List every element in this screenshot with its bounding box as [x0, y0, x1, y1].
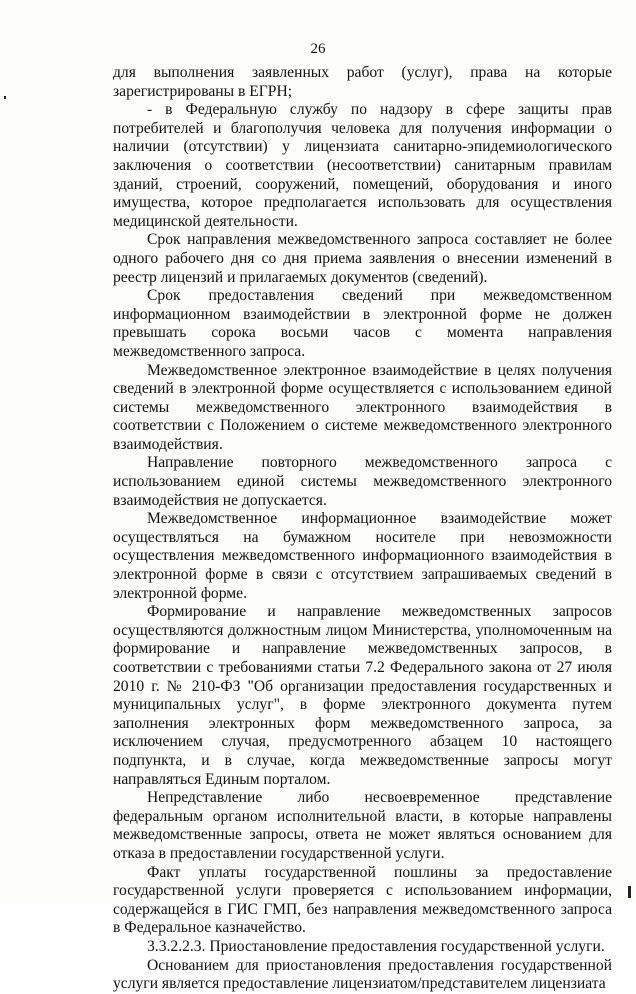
paragraph-fee-payment: Факт уплаты государственной пошлины за предоставление государственной услуги проверяется с использованием информации, содержащейся в ГИС ГМП, без направления межведомственного запроса в Федеральное казначейство. [113, 863, 612, 937]
paragraph-paper-interaction: Межведомственное информационное взаимодействие может осуществляться на бумажном носителе при невозможности осуществления межведомственного информационного взаимодействия в электронной форме в связи с отсутствием запрашиваемых сведений в электронной форме. [113, 510, 612, 602]
paragraph-response-deadline: Срок предоставления сведений при межведомственном информационном взаимодействии в электронной форме не должен превышать сорока восьми часов с момента направления межведомственного запроса. [113, 287, 612, 360]
paragraph-repeat-request: Направление повторного межведомственного запроса с использованием единой системы межведомственного электронного взаимодействия не допускается. [113, 454, 612, 509]
paragraph-rospotrebnadzor-request: - в Федеральную службу по надзору в сфере защиты прав потребителей и благополучия человека для получения информации о наличии (отсутствии) у лицензиата санитарно-эпидемиологического заключения о соответствии (несоответствии) санитарным правилам зданий, строений, сооружений, помещений, оборудования и иного имущества, которое предполагается использовать для осуществления медицинской деятельности. [113, 101, 612, 230]
scan-artifact-left [4, 96, 6, 99]
section-heading-suspension: 3.3.2.2.3. Приостановление предоставления государственной услуги. [147, 937, 605, 955]
document-body [113, 64, 612, 994]
paragraph-suspension-grounds: Основанием для приостановления предоставления государственной услуги является предоставление лицензиатом/представителем лицензиата [113, 956, 612, 993]
paragraph-continuation: для выполнения заявленных работ (услуг), права на которые зарегистрированы в ЕГРН; [113, 64, 612, 100]
paragraph-request-deadline: Срок направления межведомственного запроса составляет не более одного рабочего дня со дня приема заявления о внесении изменений в реестр лицензий и прилагаемых документов (сведений). [113, 231, 612, 286]
scan-artifact-bottom-right [628, 886, 631, 898]
page-number: 26 [310, 41, 326, 57]
paragraph-electronic-interaction: Межведомственное электронное взаимодействие в целях получения сведений в электронной форме осуществляется с использованием единой системы межведомственного электронного взаимодействия в соответствии с Положением о системе межведомственного электронного взаимодействия. [113, 361, 612, 453]
paragraph-request-formation: Формирование и направление межведомственных запросов осуществляются должностным лицом Министерства, уполномоченным на формирование и направление межведомственных запросов, в соответствии с требованиями статьи 7.2 Федерального закона от 27 июля 2010 г. № 210-ФЗ "Об организации предоставления государственных и муниципальных услуг", в форме электронного документа путем заполнения электронных форм межведомственного запроса, за исключением случая, предусмотренного абзацем 10 настоящего подпункта, и в случае, когда межведомственные запросы могут направляться Единым порталом. [113, 603, 612, 788]
paragraph-non-submission: Непредставление либо несвоевременное представление федеральным органом исполнительной власти, в которые направлены межведомственные запросы, ответа не может являться основанием для отказа в предоставлении государственной услуги. [113, 789, 612, 862]
